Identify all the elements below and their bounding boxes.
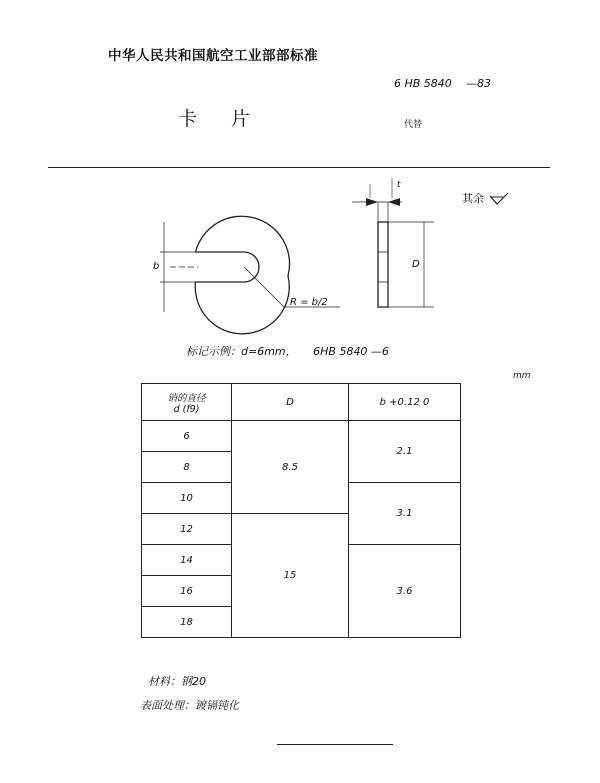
standard-year: —83 — [466, 77, 491, 90]
marking-example: 标记示例：d=6mm， 6HB 5840 —6 — [186, 345, 389, 358]
dimension-D-label: D — [412, 259, 420, 270]
cell-b: 3.6 — [349, 545, 461, 638]
header-b: b +0.12 0 — [349, 384, 461, 421]
cell-d: 6 — [142, 421, 232, 452]
replaces-label: 代替 — [404, 120, 423, 130]
cell-d: 12 — [142, 514, 232, 545]
document-title: 卡 片 — [178, 108, 265, 130]
header-pin-diameter — [142, 384, 232, 421]
material-note: 材料：钢20 — [148, 675, 206, 688]
front-view — [160, 216, 340, 334]
header-pin-diameter-line2: d (f9) — [173, 403, 200, 415]
side-view — [352, 178, 434, 307]
dimension-b-label: b — [153, 261, 160, 272]
cell-d: 18 — [142, 607, 232, 638]
header-D: D — [232, 384, 349, 421]
cell-D: 15 — [232, 514, 349, 638]
cell-d: 8 — [142, 452, 232, 483]
table-row — [142, 421, 461, 452]
header-pin-diameter-line1: 销的直径 — [167, 392, 206, 404]
cell-d: 10 — [142, 483, 232, 514]
cell-b: 3.1 — [349, 483, 461, 545]
dimension-R-label: R = b/2 — [290, 297, 328, 308]
cell-d: 14 — [142, 545, 232, 576]
table-header-row — [142, 384, 461, 421]
thickness-label: t — [397, 180, 401, 190]
surface-treatment-note: 表面处理：镀镉钝化 — [140, 699, 239, 712]
cell-D: 8.5 — [232, 421, 349, 514]
roughness-text: 其余 — [462, 192, 484, 205]
cell-d: 16 — [142, 576, 232, 607]
standard-organization: 中华人民共和国航空工业部部标准 — [108, 48, 318, 64]
standard-code: 6 HB 5840 — [394, 77, 452, 90]
table-unit: mm — [513, 371, 531, 381]
technical-drawing — [0, 0, 600, 340]
end-divider — [277, 744, 393, 745]
cell-b: 2.1 — [349, 421, 461, 483]
dimension-table — [141, 383, 461, 638]
